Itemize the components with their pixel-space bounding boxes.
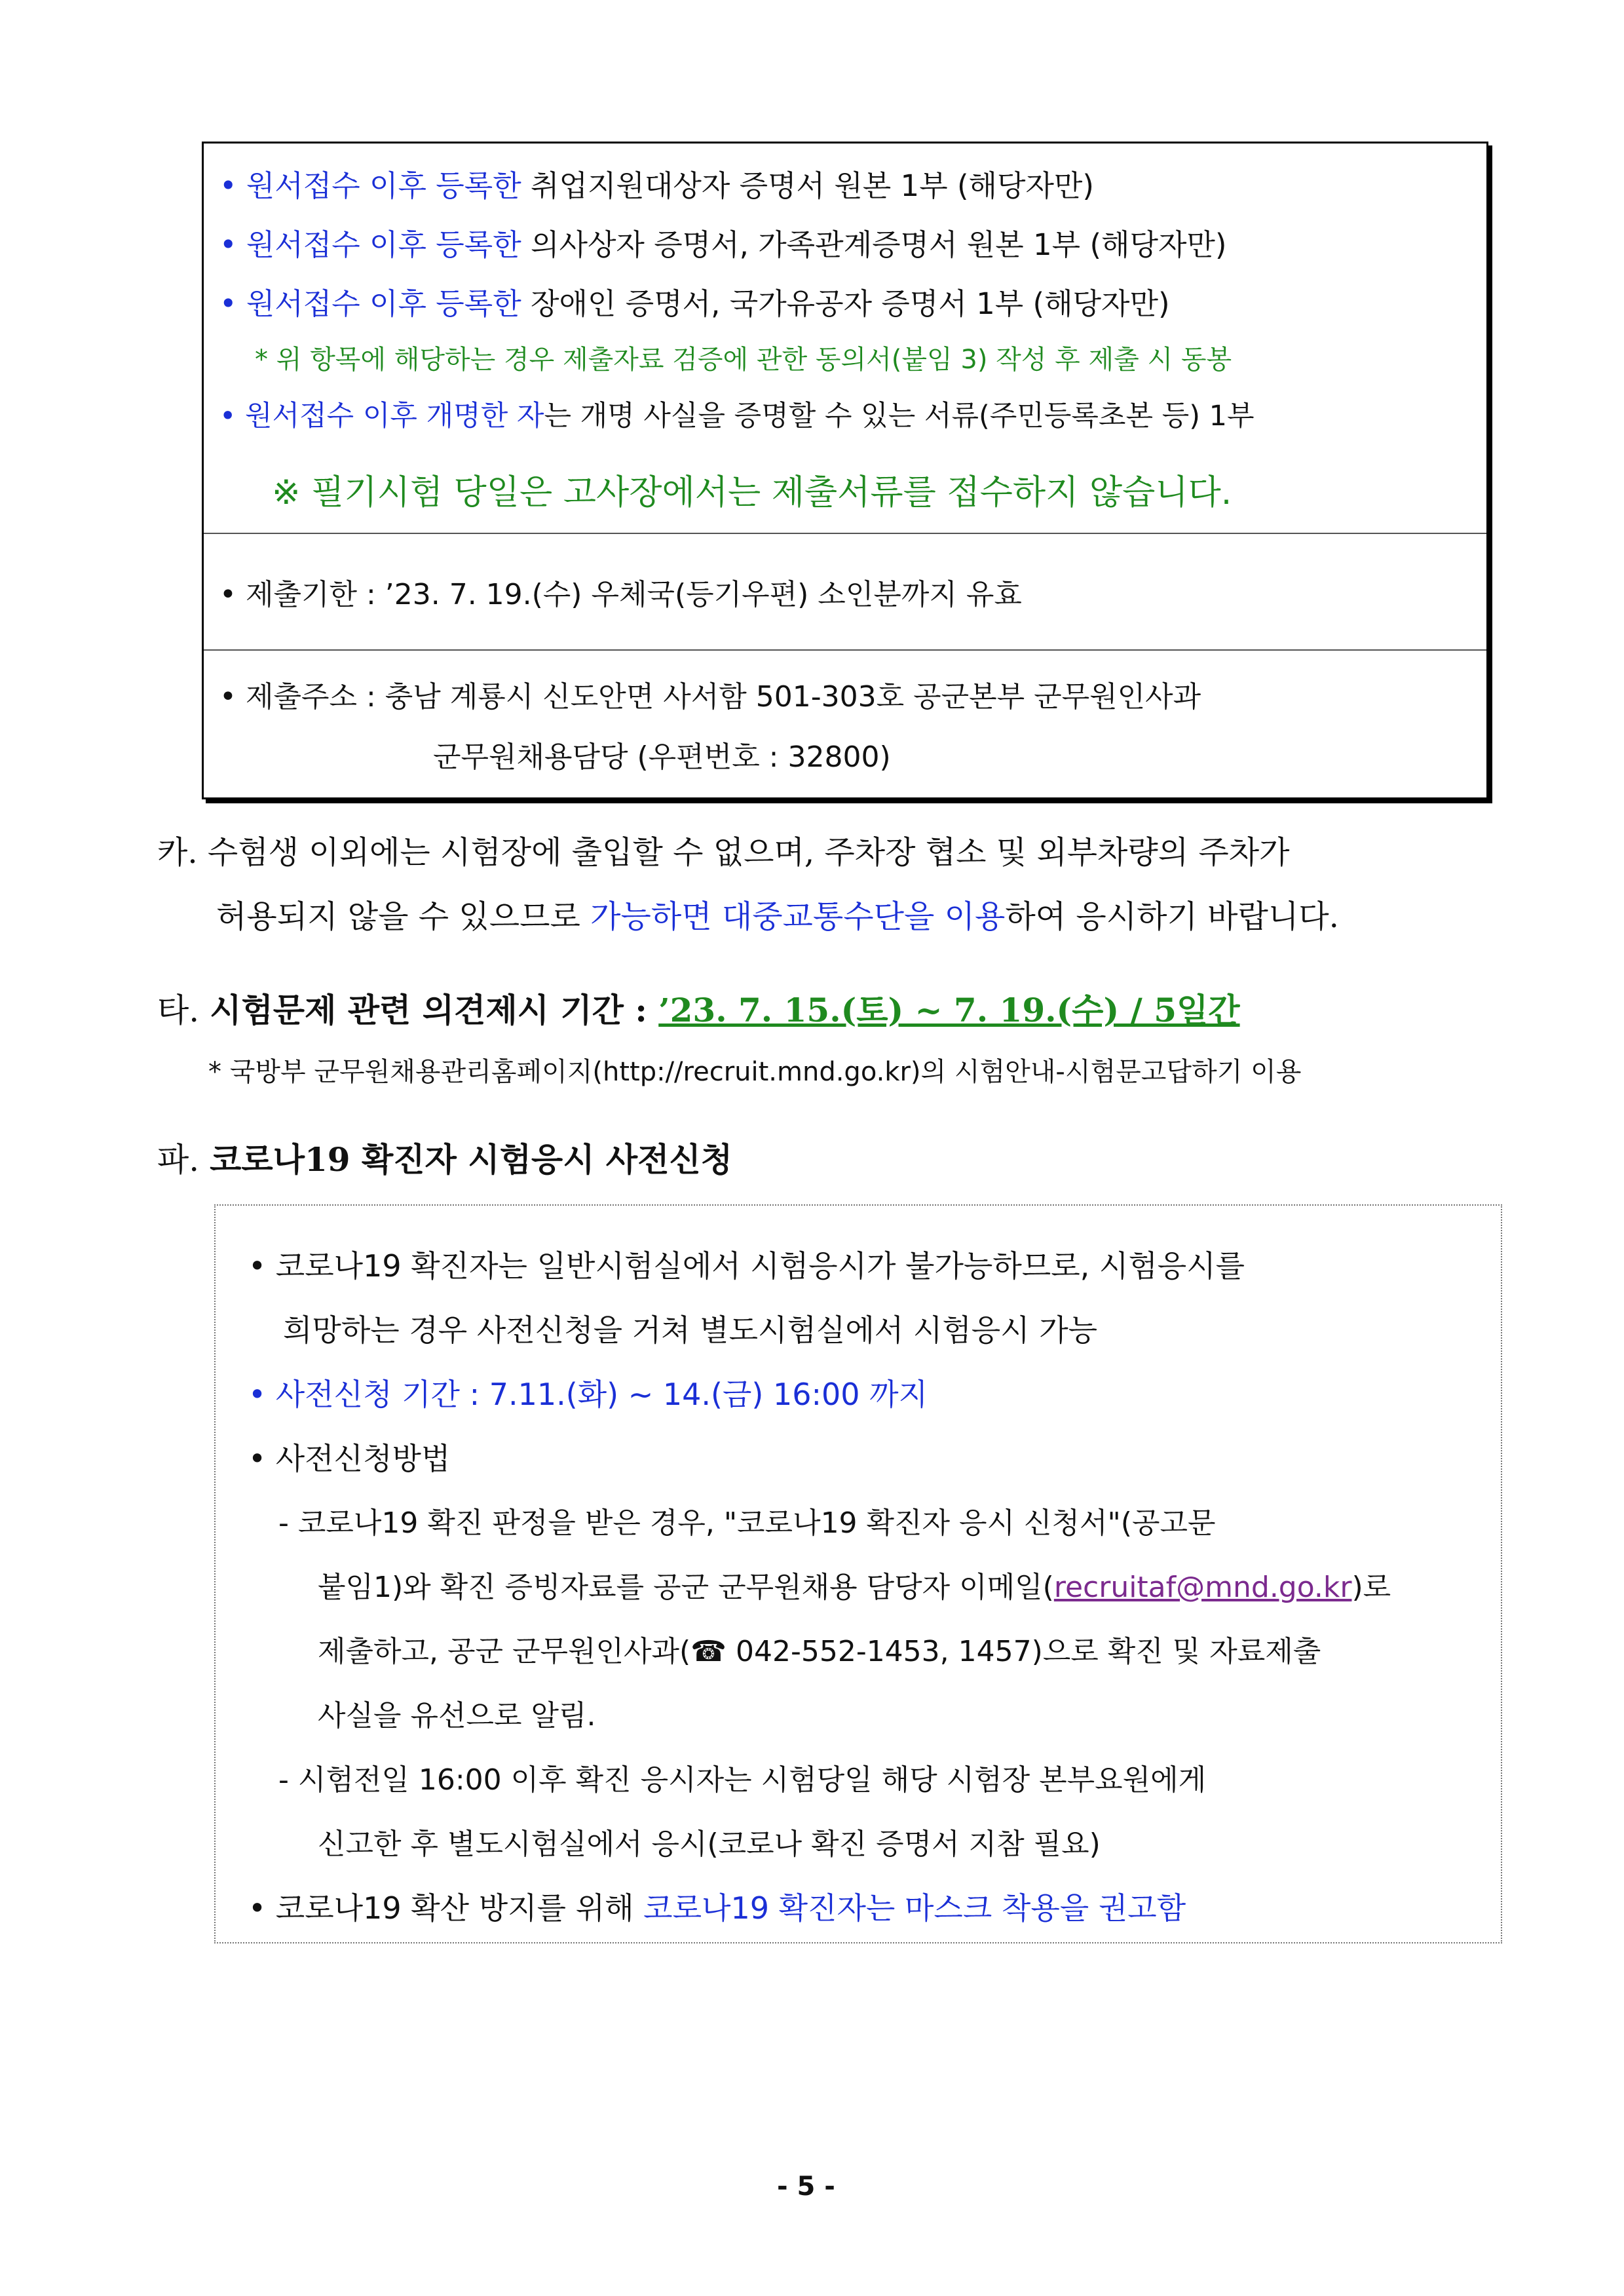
document-item-1: • 원서접수 이후 등록한 취업지원대상자 증명서 원본 1부 (해당자만) xyxy=(219,168,1094,203)
mask-recommendation: • 코로나19 확산 방지를 위해 코로나19 확진자는 마스크 착용을 권고함 xyxy=(248,1890,1186,1926)
document-item-2: • 원서접수 이후 등록한 의사상자 증명서, 가족관계증명서 원본 1부 (해당자만) xyxy=(219,227,1227,262)
application-period: • 사전신청 기간 : 7.11.(화) ~ 14.(금) 16:00 까지 xyxy=(248,1377,928,1412)
phone-icon: ☎ xyxy=(690,1635,727,1668)
section-ta: 타. 시험문제 관련 의견제시 기간 : ’23. 7. 15.(토) ~ 7. 19.(수) / 5일간 xyxy=(157,991,1240,1029)
rename-item: • 원서접수 이후 개명한 자는 개명 사실을 증명할 수 있는 서류(주민등록초본 등) 1부 xyxy=(219,400,1255,432)
page-number: - 5 - xyxy=(777,2172,835,2202)
method-step-1-phone-line: 제출하고, 공군 군무원인사과(☎ 042-552-1453, 1457)으로 확진 및 자료제출 xyxy=(318,1635,1321,1668)
section-pa: 파. 코로나19 확진자 시험응시 사전신청 xyxy=(157,1140,733,1179)
consent-note: * 위 항목에 해당하는 경우 제출자료 검증에 관한 동의서(붙임 3) 작성 후 제출 시 동봉 xyxy=(255,345,1232,375)
method-step-2: - 시험전일 16:00 이후 확진 응시자는 시험당일 해당 시험장 본부요원에게 xyxy=(278,1763,1207,1797)
section-ta-note: * 국방부 군무원채용관리홈페이지(http://recruit.mnd.go.kr)의 시험안내-시험문고답하기 이용 xyxy=(208,1057,1302,1087)
section-ka-line2: 허용되지 않을 수 있으므로 가능하면 대중교통수단을 이용하여 응시하기 바랍니다. xyxy=(216,898,1339,935)
section-ka: 카. 수험생 이외에는 시험장에 출입할 수 없으며, 주차장 협소 및 외부차량의 주차가 xyxy=(157,834,1290,871)
document-item-3: • 원서접수 이후 등록한 장애인 증명서, 국가유공자 증명서 1부 (해당자만) xyxy=(219,286,1170,321)
covid-item-1: • 코로나19 확진자는 일반시험실에서 시험응시가 불가능하므로, 시험응시를 xyxy=(248,1248,1245,1284)
submission-address-contd: 군무원채용담당 (우편번호 : 32800) xyxy=(433,740,891,774)
submission-address: • 제출주소 : 충남 계룡시 신도안면 사서함 501-303호 공군본부 군무원인사과 xyxy=(219,680,1201,714)
method-step-2-contd: 신고한 후 별도시험실에서 응시(코로나 확진 증명서 지참 필요) xyxy=(318,1827,1101,1861)
covid-item-1-contd: 희망하는 경우 사전신청을 거쳐 별도시험실에서 시험응시 가능 xyxy=(283,1312,1098,1348)
address-section xyxy=(204,649,1486,797)
recruit-email-link[interactable]: recruitaf@mnd.go.kr xyxy=(1053,1571,1352,1604)
objection-period: ’23. 7. 15.(토) ~ 7. 19.(수) / 5일간 xyxy=(658,991,1240,1029)
required-documents-section xyxy=(204,144,1486,534)
submission-deadline: • 제출기한 : ’23. 7. 19.(수) 우체국(등기우편) 소인분까지 유효 xyxy=(219,578,1022,611)
application-method: • 사전신청방법 xyxy=(248,1441,451,1476)
exam-day-warning: ※ 필기시험 당일은 고사장에서는 제출서류를 접수하지 않습니다. xyxy=(272,473,1232,512)
submission-documents-box xyxy=(202,142,1488,799)
covid-application-box xyxy=(214,1204,1502,1943)
method-step-1-email-line: 붙임1)와 확진 증빙자료를 공군 군무원채용 담당자 이메일(recruitaf@mnd.go.kr)로 xyxy=(318,1571,1391,1604)
method-step-1-end: 사실을 유선으로 알림. xyxy=(318,1699,596,1732)
method-step-1: - 코로나19 확진 판정을 받은 경우, "코로나19 확진자 응시 신청서"(공고문 xyxy=(278,1506,1216,1540)
deadline-section xyxy=(204,533,1486,651)
